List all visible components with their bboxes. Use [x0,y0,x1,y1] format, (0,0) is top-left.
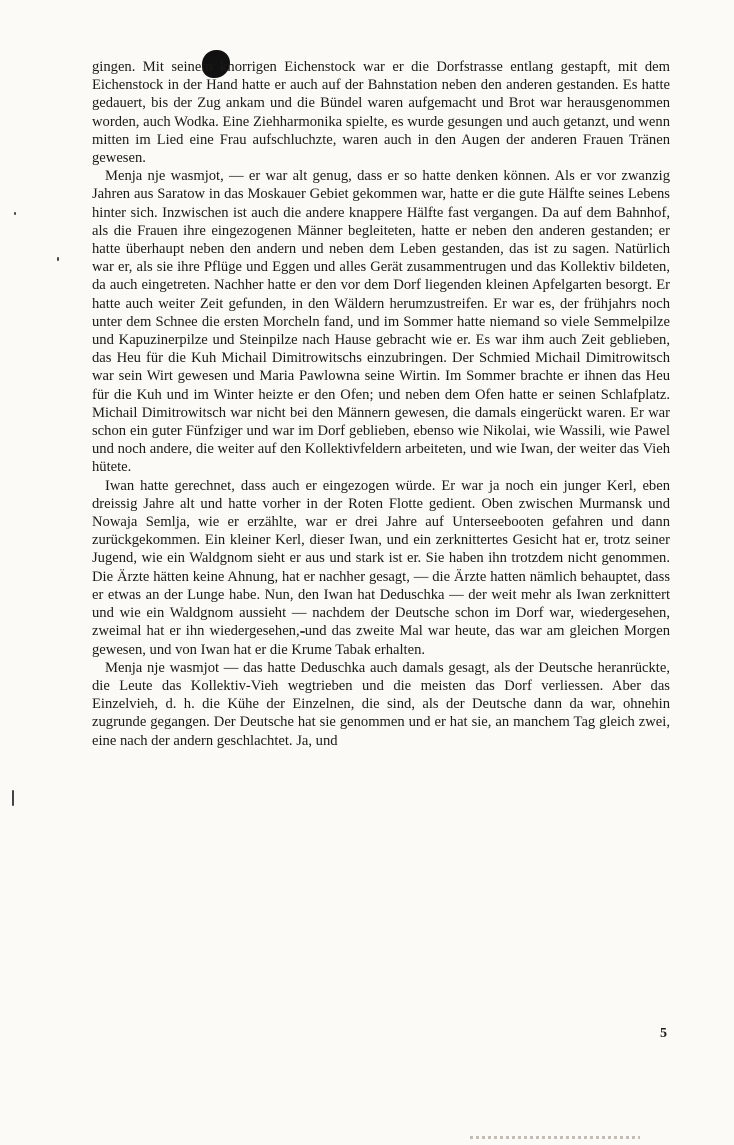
paragraph: Menja nje wasmjot — das hatte Deduschka auch damals gesagt, als der Deutsche heranrückte, die Leute das Kollektiv-Vieh wegtrieben und die meisten das Dorf verliessen. Aber das Einzelvieh, d. h. die Kühe der Einzelnen, die sind, als der Deutsche dann da war, ohnehin zugrunde gegangen. Der Deutsche hat sie genommen und er hat sie, an manchem Tag gleich zwei, eine nach der andern geschlachtet. Ja, und [92,659,670,749]
margin-mark [14,212,16,215]
page-number: 5 [660,1026,667,1041]
paragraph: gingen. Mit seinem knorrigen Eichenstock war er die Dorfstrasse entlang gestapft, mit dem Eichenstock in der Hand hatte er auch auf der Bahnstation neben den anderen gestanden. Es hatte gedauert, bis der Zug ankam und die Bündel waren aufgemacht und Brot war herausgenommen worden, auch Wodka. Eine Ziehharmonika spielte, es wurde gesungen und auch getanzt, und wenn mitten im Lied eine Frau aufschluchzte, waren auch in den Augen der anderen Frauen Tränen gewesen. [92,59,670,167]
body-text [92,58,670,750]
paragraph: Iwan hatte gerechnet, dass auch er eingezogen würde. Er war ja noch ein junger Kerl, eben dreissig Jahre alt und hatte vorher in der Roten Flotte gedient. Oben zwischen Murmansk und Nowaja Semlja, wie er erzählte, war er drei Jahre auf Unterseebooten gefahren und dann zurückgekommen. Ein kleiner Kerl, dieser Iwan, und ein zerknittertes Gesicht hat er, trotz seiner Jugend, wie ein Waldgnom sieht er aus und stark ist er. Sie haben ihn trotzdem nicht genommen. Die Ärzte hätten keine Ahnung, hat er nachher gesagt, — die Ärzte hatten nämlich behauptet, dass er etwas an der Lunge habe. Nun, den Iwan hat Deduschka — der weit mehr als Iwan zerknittert und wie ein Waldgnom aussieht — nachdem der Deutsche schon im Dorf war, wiedergesehen, zweimal hat er ihn wiedergesehen, und das zweite Mal war heute, das war am gleichen Morgen gewesen, und von Iwan hat er die Krume Tabak erhalten. [92,477,670,658]
margin-mark [57,257,59,261]
scan-smudge [470,1136,640,1139]
margin-mark [12,790,14,806]
paragraph: Menja nje wasmjot, — er war alt genug, dass er so hatte denken können. Als er vor zwanzig Jahren aus Saratow in das Moskauer Gebiet gekommen war, hatte er die gute Hälfte seines Lebens hinter sich. Inzwischen ist auch die andere knappere Hälfte fast vergangen. Da auf dem Bahnhof, als die Frauen ihre eingezogenen Männer begleiteten, hatte er neben den anderen gestanden; er hatte überhaupt neben den andern und neben dem Leben gestanden, das ist zu sagen. Natürlich war er, als sie ihre Pflüge und Eggen und alles Gerät zusammentrugen und das Kollektiv bildeten, da auch eingetreten. Nachher hatte er den vor dem Dorf liegenden kleinen Apfelgarten besorgt. Er hatte auch weiter Zeit gefunden, in den Wäldern herumzustreifen. Er war es, der frühjahrs noch unter dem Schnee die ersten Morcheln fand, und im Sommer hatte niemand so viele Semmelpilze und Kapuzinerpilze und Steinpilze nach Hause gebracht wie er. Es war ihm auch Zeit geblieben, das Heu für die Kuh Michail Dimitrowitschs einzubringen. Der Schmied Michail Dimitrowitsch war sein Wirt gewesen und Maria Pawlowna seine Wirtin. Im Sommer brachte er ihnen das Heu für die Kuh und im Winter heizte er den Ofen; und neben dem Ofen hatte er seinen Schlafplatz. Michail Dimitrowitsch war nicht bei den Männern gewesen, die damals eingerückt waren. Er war schon ein guter Fünfziger und war im Dorf geblieben, ebenso wie Nikolai, wie Wassili, wie Pawel und noch andere, die weiter auf den Kollektivfeldern arbeiteten, und wie Iwan, der weiter das Vieh hütete. [92,168,670,476]
